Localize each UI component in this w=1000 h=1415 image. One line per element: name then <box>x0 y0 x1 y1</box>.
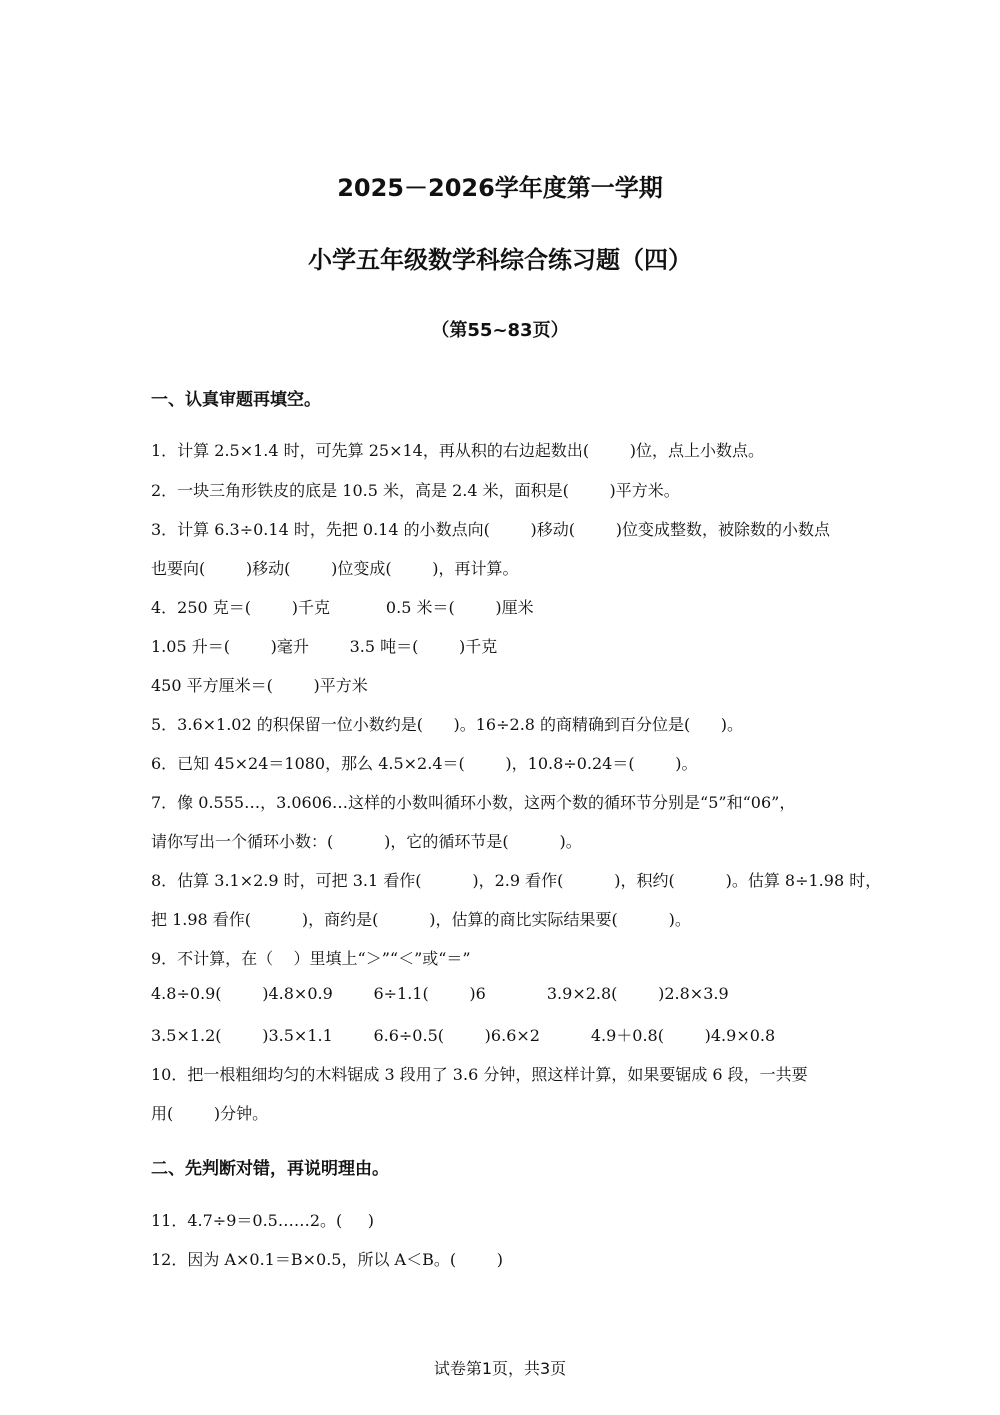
question-line: 3．计算 6.3÷0.14 时，先把 0.14 的小数点向( )移动( )位变成整数，被除数的小数点 <box>151 520 830 539</box>
question-line: 7．像 0.555…，3.0606…这样的小数叫循环小数，这两个数的循环节分别是“5”和“06”， <box>151 793 796 812</box>
page-footer: 试卷第1页，共3页 <box>433 1359 567 1378</box>
title-line-1: 2025－2026学年度第一学期 <box>337 174 663 202</box>
question-line: 1.05 升＝( )毫升 3.5 吨＝( )千克 <box>151 637 498 656</box>
question-line: 3.5×1.2( )3.5×1.1 6.6÷0.5( )6.6×2 4.9＋0.8( )4.9×0.8 <box>151 1026 776 1045</box>
section-heading-1: 一、认真审题再填空。 <box>151 390 321 410</box>
page-range: （第55~83页） <box>431 320 569 341</box>
question-line: 2．一块三角形铁皮的底是 10.5 米，高是 2.4 米，面积是( )平方米。 <box>151 481 680 500</box>
title-line-2: 小学五年级数学科综合练习题（四） <box>308 246 692 274</box>
question-line: 4．250 克＝( )千克 0.5 米＝( )厘米 <box>151 598 534 617</box>
question-line: 12．因为 A×0.1＝B×0.5，所以 A＜B。( ) <box>151 1250 504 1269</box>
question-line: 4.8÷0.9( )4.8×0.9 6÷1.1( )6 3.9×2.8( )2.8×3.9 <box>151 984 729 1003</box>
question-line: 用( )分钟。 <box>151 1104 269 1123</box>
question-line: 5．3.6×1.02 的积保留一位小数约是( )。16÷2.8 的商精确到百分位是( )。 <box>151 715 744 734</box>
question-line: 1．计算 2.5×1.4 时，可先算 25×14，再从积的右边起数出( )位，点上小数点。 <box>151 441 765 460</box>
question-line: 把 1.98 看作( )，商约是( )，估算的商比实际结果要( )。 <box>151 910 691 929</box>
question-line: 10．把一根粗细均匀的木料锯成 3 段用了 3.6 分钟，照这样计算，如果要锯成 6 段，一共要 <box>151 1065 808 1084</box>
section-heading-2: 二、先判断对错，再说明理由。 <box>151 1159 389 1179</box>
question-line: 11．4.7÷9＝0.5……2。( ) <box>151 1211 374 1230</box>
question-line: 450 平方厘米＝( )平方米 <box>151 676 368 695</box>
question-line: 8．估算 3.1×2.9 时，可把 3.1 看作( )，2.9 看作( )，积约( )。估算 8÷1.98 时， <box>151 871 882 890</box>
question-line: 请你写出一个循环小数：( )，它的循环节是( )。 <box>151 832 582 851</box>
question-line: 也要向( )移动( )位变成( )，再计算。 <box>151 559 519 578</box>
question-line: 9．不计算，在（ ）里填上“＞”“＜”或“＝” <box>151 949 471 968</box>
question-line: 6．已知 45×24＝1080，那么 4.5×2.4＝( )，10.8÷0.24＝( )。 <box>151 754 698 773</box>
